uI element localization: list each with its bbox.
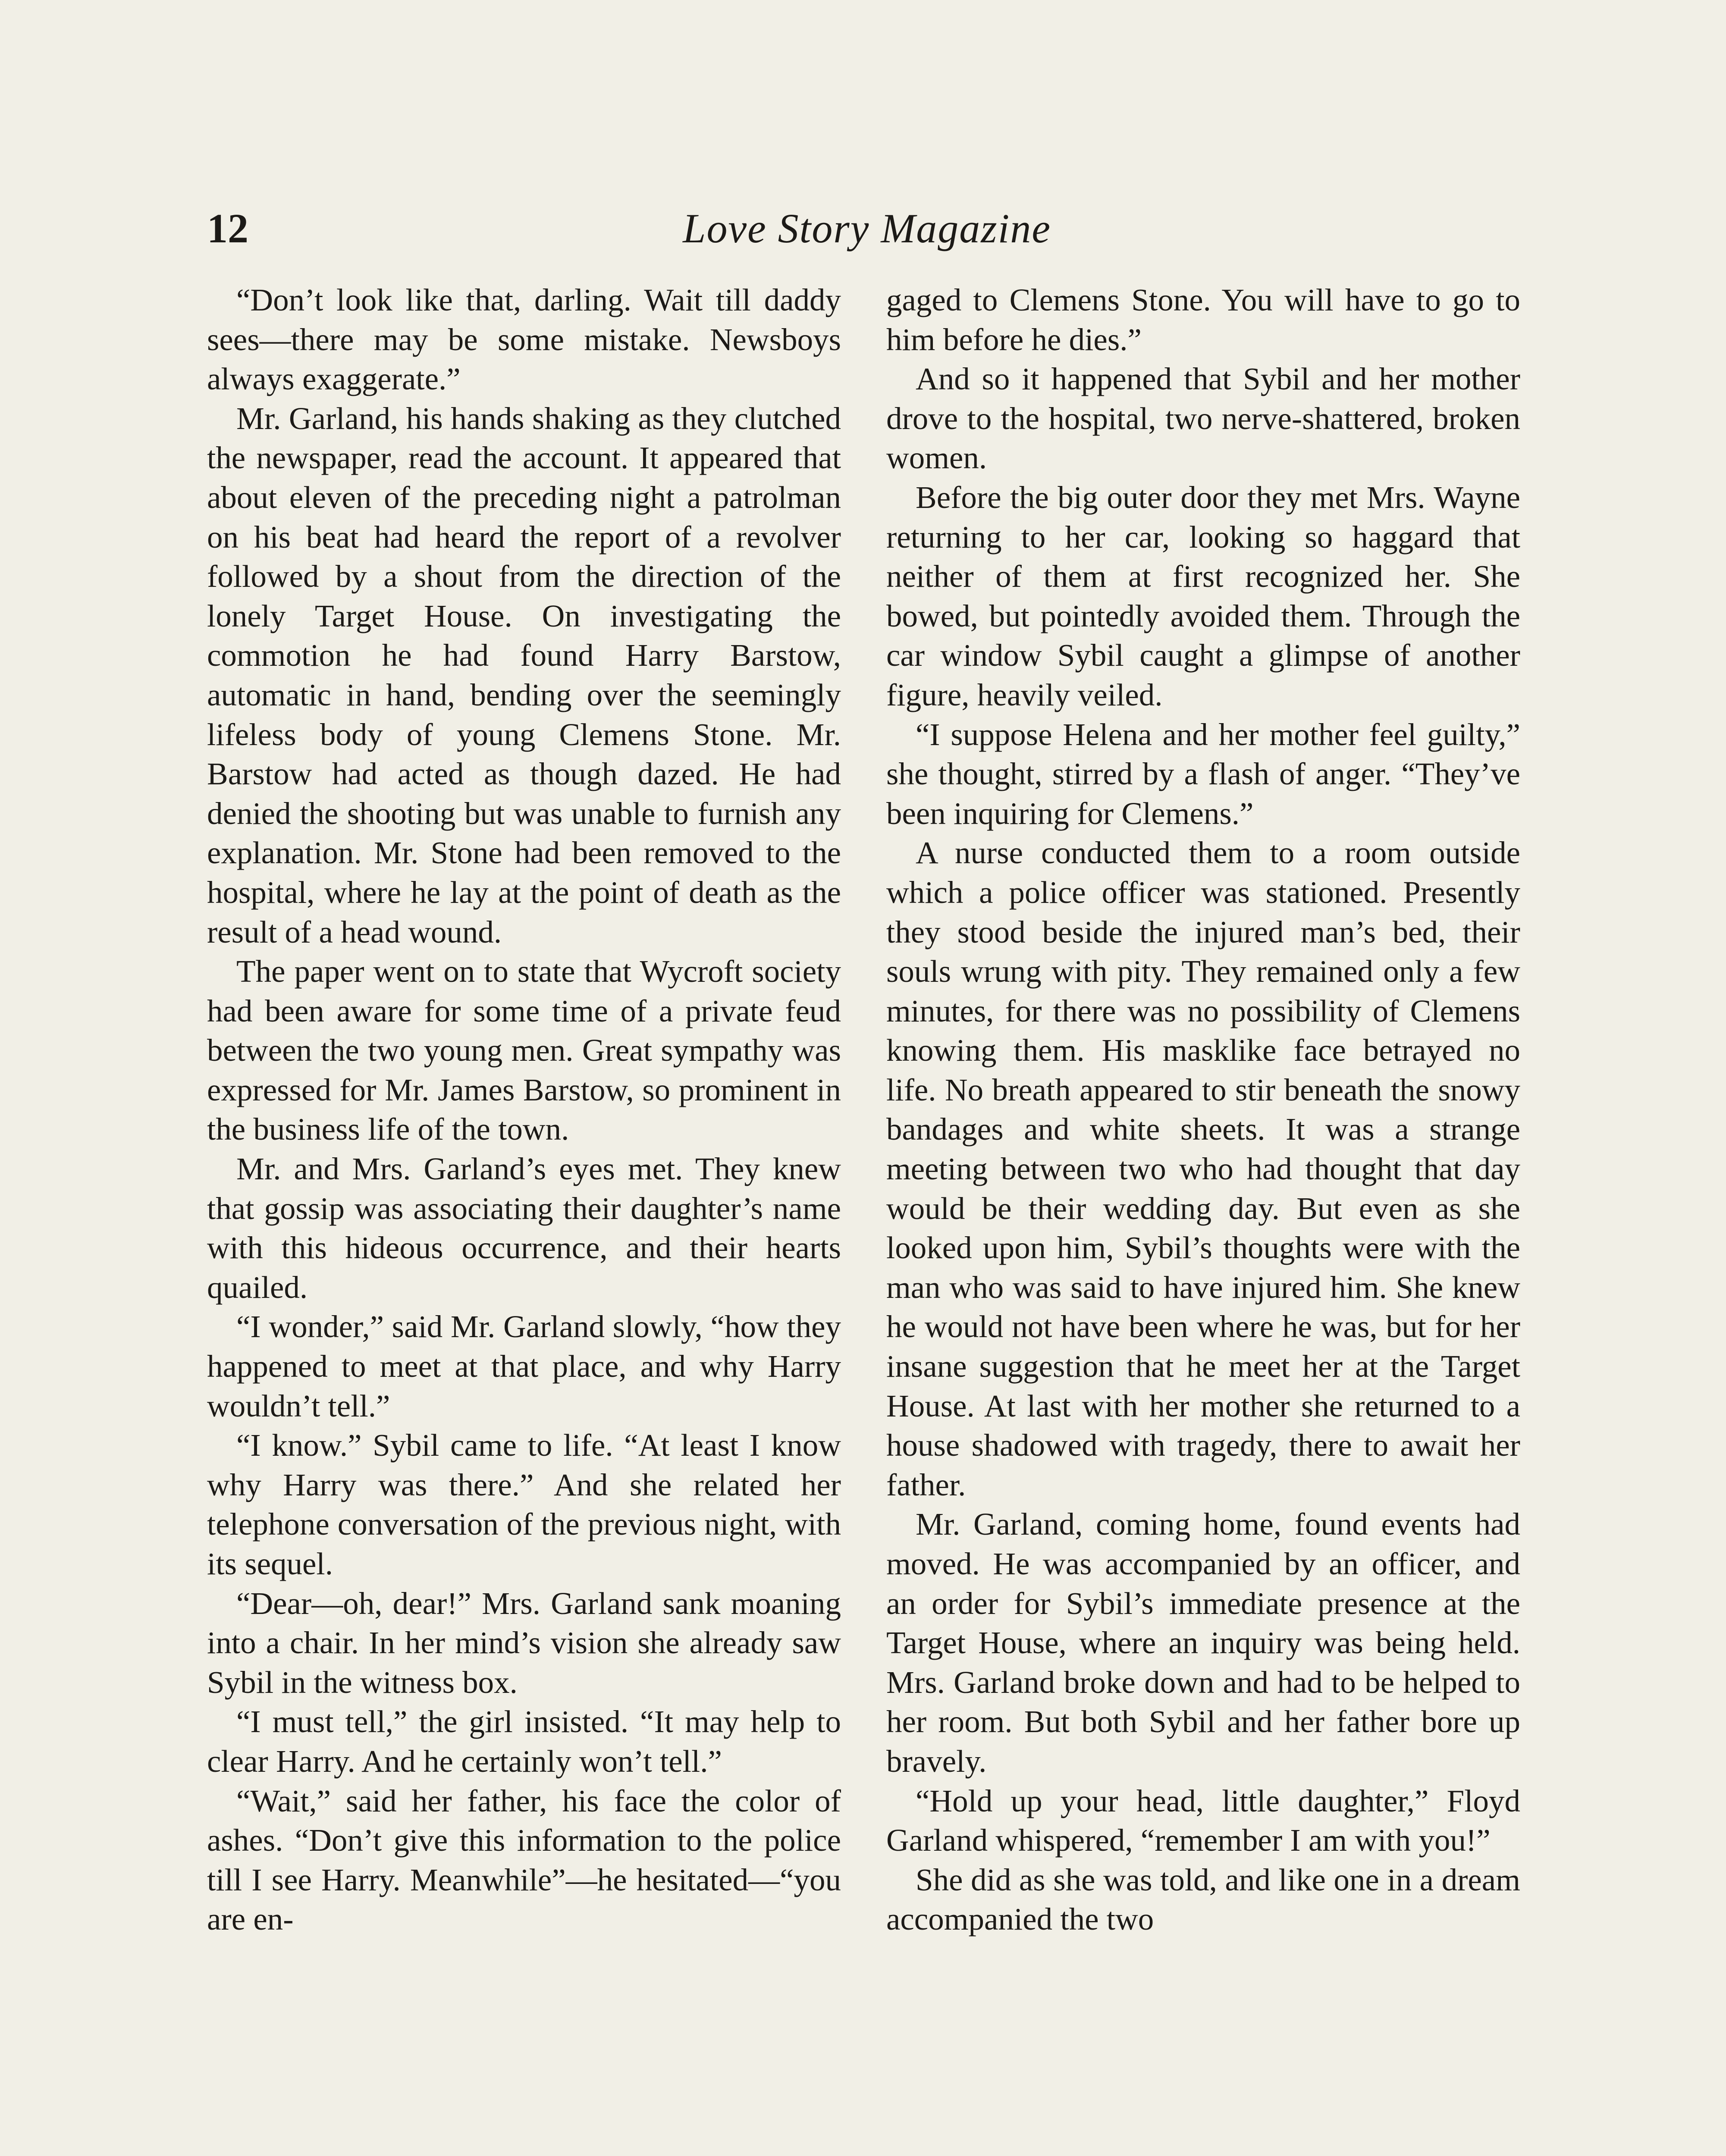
left-column [207, 280, 841, 1939]
page-number: 12 [207, 205, 248, 251]
paragraph: Mr. and Mrs. Garland’s eyes met. They knew that gossip was associating their daughter’s name with this hideous occurrence, and their hearts quailed. [207, 1151, 841, 1305]
paragraph: “Don’t look like that, darling. Wait till daddy sees—there may be some mistake. Newsboys always exaggerate.” [207, 282, 841, 397]
paragraph: Before the big outer door they met Mrs. Wayne returning to her car, looking so haggard that neither of them at first recognized her. She bowed, but pointedly avoided them. Through the car window Sybil caught a glimpse of another figure, heavily veiled. [886, 479, 1520, 712]
paragraph-continuation: gaged to Clemens Stone. You will have to go to him before he dies.” [886, 282, 1520, 357]
magazine-title: Love Story Magazine [683, 205, 1051, 251]
paragraph: A nurse conducted them to a room outside which a police officer was stationed. Presently they stood beside the injured man’s bed, their souls wrung with pity. They remained only a few minutes, for there was no possibility of Clemens knowing them. His masklike face betrayed no life. No breath appeared to stir beneath the snowy bandages and white sheets. It was a strange meeting between two who had thought that day would be their wedding day. But even as she looked upon him, Sybil’s thoughts were with the man who was said to have injured him. She knew he would not have been where he was, but for her insane suggestion that he meet her at the Target House. At last with her mother she returned to a house shadowed with tragedy, there to await her father. [886, 835, 1520, 1502]
paragraph: She did as she was told, and like one in a dream accompanied the two [886, 1862, 1520, 1937]
paragraph: Mr. Garland, coming home, found events had moved. He was accompanied by an officer, and an order for Sybil’s immediate presence at the Target House, where an inquiry was being held. Mrs. Garland broke down and had to be helped to her room. But both Sybil and her father bore up bravely. [886, 1507, 1520, 1779]
paragraph: “I must tell,” the girl insisted. “It may help to clear Harry. And he certainly won’t tell.” [207, 1704, 841, 1779]
page-header [207, 196, 1527, 261]
paragraph: The paper went on to state that Wycroft society had been aware for some time of a private feud between the two young men. Great sympathy was expressed for Mr. James Barstow, so prominent in the business life of the town. [207, 954, 841, 1147]
paragraph: “Hold up your head, little daughter,” Floyd Garland whispered, “remember I am with you!” [886, 1783, 1520, 1858]
paragraph: “I wonder,” said Mr. Garland slowly, “how they happened to meet at that place, and why Harry wouldn’t tell.” [207, 1309, 841, 1423]
paragraph: Mr. Garland, his hands shaking as they clutched the newspaper, read the account. It appeared that about eleven of the preceding night a patrolman on his beat had heard the report of a revolver followed by a shout from the direction of the lonely Target House. On investigating the commotion he had found Harry Barstow, automatic in hand, bending over the seemingly lifeless body of young Clemens Stone. Mr. Barstow had acted as though dazed. He had denied the shooting but was unable to furnish any explanation. Mr. Stone had been removed to the hospital, where he lay at the point of death as the result of a head wound. [207, 401, 841, 950]
paragraph: “I know.” Sybil came to life. “At least I know why Harry was there.” And she related her telephone conversation of the previous night, with its sequel. [207, 1428, 841, 1581]
paragraph: “Dear—oh, dear!” Mrs. Garland sank moaning into a chair. In her mind’s vision she already saw Sybil in the witness box. [207, 1586, 841, 1700]
right-column [886, 280, 1520, 1939]
paragraph: “Wait,” said her father, his face the color of ashes. “Don’t give this information to the police till I see Harry. Meanwhile”—he hesitated—“you are en- [207, 1783, 841, 1937]
paragraph: “I suppose Helena and her mother feel guilty,” she thought, stirred by a flash of anger. “They’ve been inquiring for Clemens.” [886, 717, 1520, 831]
paragraph: And so it happened that Sybil and her mother drove to the hospital, two nerve-shattered, broken women. [886, 361, 1520, 476]
